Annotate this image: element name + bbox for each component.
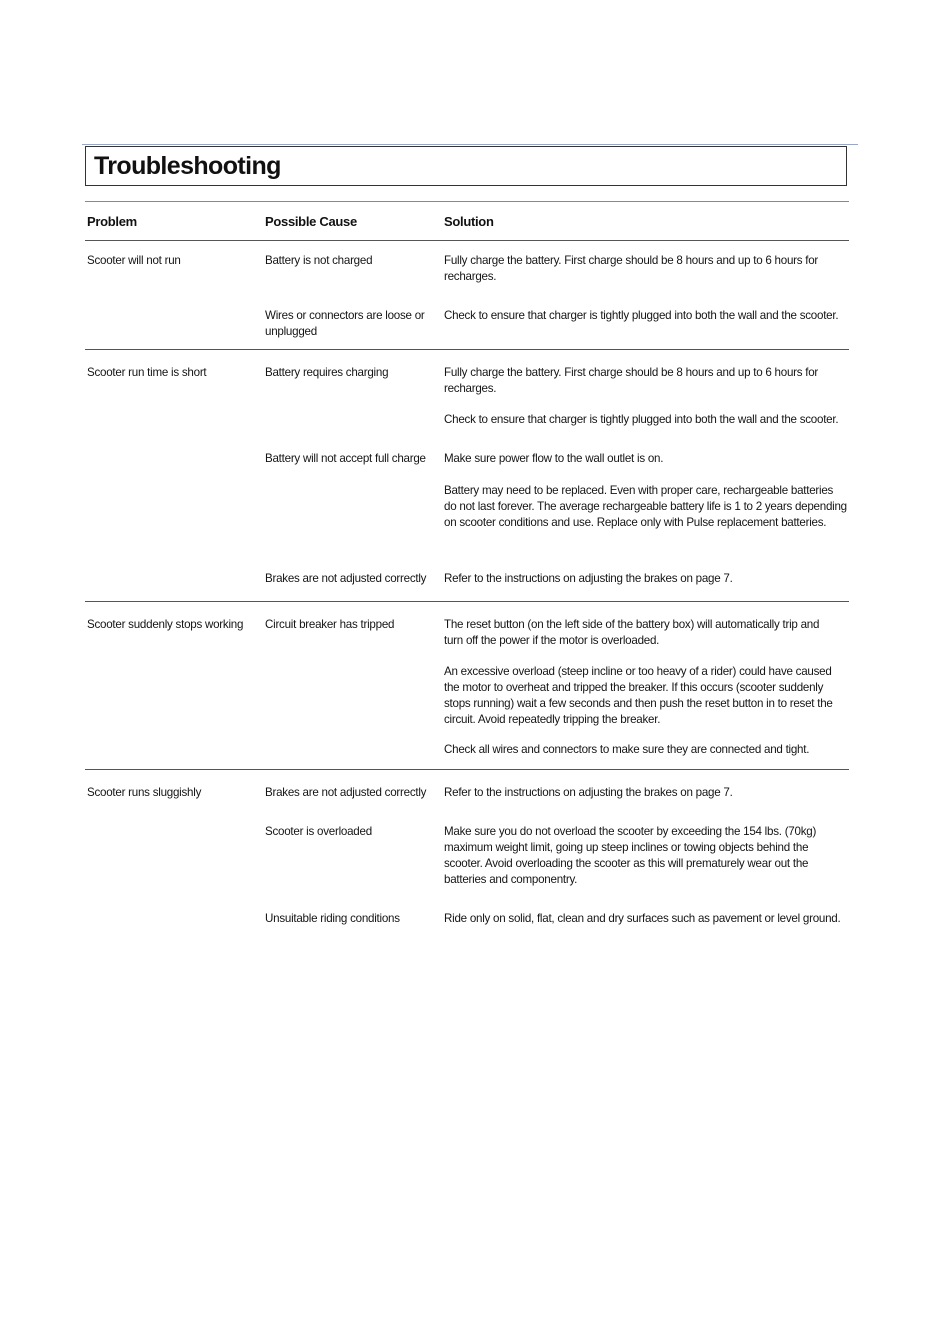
cause-cell: Battery is not charged (265, 254, 373, 267)
cause-cell: Battery requires charging (265, 366, 389, 379)
solution-cell: Check to ensure that charger is tightly plugged into both the wall and the scooter. (444, 309, 839, 322)
group-rule (85, 601, 849, 602)
cause-cell: Battery will not accept full charge (265, 452, 426, 465)
solution-cell: The reset button (on the left side of the battery box) will automatically trip and turn off the power if the motor is overloaded. (444, 618, 820, 647)
problem-cell: Scooter run time is short (87, 366, 207, 379)
solution-cell: An excessive overload (steep incline or too heavy of a rider) could have caused the motor to overheat and tripped the breaker. If this occurs (scooter suddenly stops running) wait a few seconds and then push the reset button in to reset the circuit. Avoid repeatedly tripping the breaker. (444, 665, 833, 726)
solution-cell: Refer to the instructions on adjusting the brakes on page 7. (444, 572, 733, 585)
cause-cell: Wires or connectors are loose or unplugged (265, 309, 425, 338)
cause-cell: Brakes are not adjusted correctly (265, 572, 427, 585)
cause-cell: Brakes are not adjusted correctly (265, 786, 427, 799)
header-cause: Possible Cause (265, 214, 357, 229)
header-solution: Solution (444, 214, 494, 229)
solution-cell: Make sure power flow to the wall outlet is on. (444, 452, 664, 465)
solution-cell: Make sure you do not overload the scooter by exceeding the 154 lbs. (70kg) maximum weight limit, going up steep inclines or towing objects behind the scooter. Avoid overloading the scooter as this will prematurely wear out the batteries and componentry. (444, 825, 817, 886)
cause-cell: Circuit breaker has tripped (265, 618, 395, 631)
group-rule (85, 349, 849, 350)
cause-cell: Unsuitable riding conditions (265, 912, 400, 925)
solution-cell: Check to ensure that charger is tightly plugged into both the wall and the scooter. (444, 413, 839, 426)
header-rule (85, 240, 849, 241)
title-box (85, 146, 847, 186)
page-title: Troubleshooting (94, 152, 281, 180)
solution-cell: Refer to the instructions on adjusting the brakes on page 7. (444, 786, 733, 799)
problem-cell: Scooter runs sluggishly (87, 786, 202, 799)
header-problem: Problem (87, 214, 137, 229)
solution-cell: Fully charge the battery. First charge should be 8 hours and up to 6 hours for recharges. (444, 254, 819, 283)
group-rule (85, 769, 849, 770)
cause-cell: Scooter is overloaded (265, 825, 372, 838)
problem-cell: Scooter will not run (87, 254, 181, 267)
solution-cell: Battery may need to be replaced. Even with proper care, rechargeable batteries do not last forever. The average rechargeable battery life is 1 to 2 years depending on scooter conditions and use. Replace only with Pulse replacement batteries. (444, 484, 847, 529)
problem-cell: Scooter suddenly stops working (87, 618, 244, 631)
solution-cell: Fully charge the battery. First charge should be 8 hours and up to 6 hours for recharges. (444, 366, 819, 395)
solution-cell: Ride only on solid, flat, clean and dry surfaces such as pavement or level ground. (444, 912, 841, 925)
top-divider (82, 144, 858, 145)
table-top-rule (85, 201, 849, 202)
solution-cell: Check all wires and connectors to make sure they are connected and tight. (444, 743, 810, 756)
